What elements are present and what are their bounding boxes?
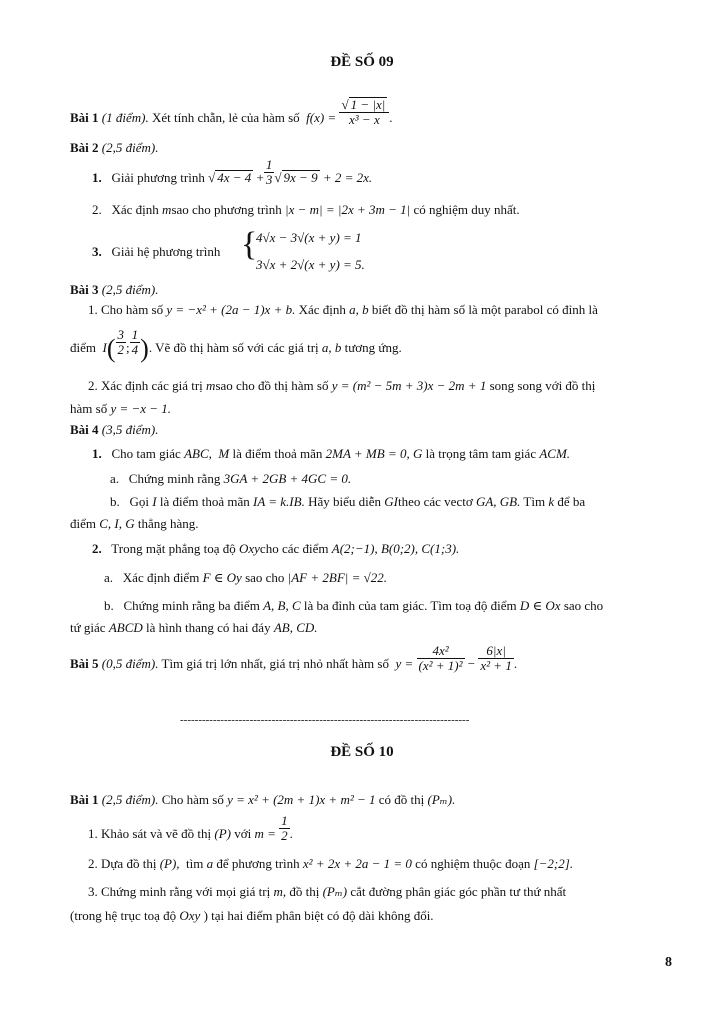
item-number: 2. — [92, 541, 102, 556]
math-triangle: ACM. — [539, 446, 571, 461]
item-text: Cho tam giác — [111, 446, 181, 461]
math-point: I — [152, 494, 157, 509]
math-op: − — [467, 656, 476, 671]
problem-points: (2,5 điểm). — [101, 140, 159, 155]
math-vectors: GA, GB. — [475, 494, 521, 509]
item-text: cho các điểm — [259, 541, 329, 556]
math-point: G — [412, 446, 423, 461]
problem-text: có đồ thị — [378, 792, 425, 807]
item-text: là hình thang có hai đáy — [146, 620, 271, 635]
math-function: y = −x² + (2a − 1)x + b. — [166, 302, 296, 317]
item-number: 1. — [92, 446, 102, 461]
item-text: là trọng tâm tam giác — [425, 446, 537, 461]
item-text: Chứng minh rằng — [128, 471, 221, 486]
math-function: y = −x − 1. — [110, 401, 172, 416]
math-triangle: ABC, — [184, 446, 212, 461]
exam10-p1-q3-line2 — [70, 908, 434, 924]
math-vector-eq: IA = k.IB. — [252, 494, 305, 509]
math-vector-eq: |AF + 2BF| = √22. — [287, 570, 388, 585]
exam09-problem-4 — [70, 422, 158, 438]
item-text: 2. Dựa đồ thị — [88, 856, 157, 871]
math-vars: a, b — [349, 302, 369, 317]
math-points: C, I, G — [99, 516, 135, 531]
item-text: để phương trình — [216, 856, 300, 871]
exam09-p2-q2 — [92, 202, 520, 218]
problem-label: Bài 4 — [70, 422, 99, 437]
item-text: thẳng hàng. — [137, 516, 199, 531]
math-point: D ∈ Ox — [519, 598, 561, 613]
item-text: có nghiệm thuộc đoạn — [415, 856, 531, 871]
problem-points: (2,5 điểm). — [101, 792, 159, 807]
problem-points: (1 điểm). — [101, 110, 149, 125]
problem-points: (0,5 điểm). — [101, 656, 159, 671]
item-text: 1. Khảo sát và vẽ đồ thị — [88, 826, 212, 841]
problem-text: Xét tính chẵn, lẻ của hàm số — [151, 110, 300, 125]
fraction-denominator: x³ − x — [349, 112, 380, 128]
problem-text: Tìm giá trị lớn nhất, giá trị nhỏ nhất hàm số — [161, 656, 389, 671]
math-points: A(2;−1), B(0;2), C(1;3). — [331, 541, 460, 556]
math-function: y = x² + (2m + 1)x + m² − 1 — [227, 792, 376, 807]
item-text: là ba đỉnh của tam giác. Tìm toạ độ điểm — [303, 598, 517, 613]
item-text: Giải phương trình — [111, 170, 205, 185]
item-text: . Vẽ đồ thị hàm số với các giá trị — [148, 340, 319, 355]
item-text: sao cho — [245, 570, 285, 585]
exam09-p4-q2a — [104, 570, 387, 586]
problem-label: Bài 3 — [70, 282, 99, 297]
math-point: F ∈ Oy — [202, 570, 242, 585]
exam10-p1-q2 — [88, 856, 573, 872]
problem-points: (3,5 điểm). — [101, 422, 159, 437]
math-coord-system: Oxy — [179, 908, 201, 923]
math-fraction: $\frac{1}{2}$ — [281, 812, 288, 843]
item-text: Giải hệ phương trình — [111, 244, 221, 259]
exam09-p4-q2b-line2 — [70, 620, 318, 636]
problem-label: Bài 1 — [70, 792, 99, 807]
math-radical-a: 4x − 4 — [217, 170, 252, 185]
item-text: Gọi — [129, 494, 149, 509]
item-text: biết đồ thị hàm số là một parabol có đỉnh là — [371, 302, 598, 317]
item-text: Xác định — [298, 302, 346, 317]
item-number: 1. — [92, 170, 102, 185]
exam09-problem-5 — [70, 642, 518, 673]
exam09-p3-q2-line2 — [70, 401, 171, 417]
item-number: a. — [110, 471, 120, 486]
item-text: Tìm — [523, 494, 546, 509]
item-text: sao cho phương trình — [171, 202, 282, 217]
page-number: 8 — [665, 955, 672, 970]
math-var: k — [548, 494, 555, 509]
item-text: 2. Xác định các giá trị — [88, 378, 203, 393]
exam10-problem-1 — [70, 792, 455, 808]
exam09-p3-q1-line1 — [88, 302, 598, 318]
punct: . — [389, 110, 393, 125]
item-text: với — [234, 826, 252, 841]
math-var: m — [162, 202, 172, 217]
math-fraction-2: $\frac{6|x|}{\text{x² + 1}}$ — [480, 642, 512, 673]
system-eq-2: 3√x + 2√(x + y) = 5. — [256, 257, 365, 272]
problem-label: Bài 2 — [70, 140, 99, 155]
item-text: Xác định điểm — [122, 570, 200, 585]
item-text: Hãy biểu diễn — [308, 494, 382, 509]
exam09-p2-q1: 1. Giải phương trình √ 4x − 4 + $\frac{1}{3}$ √ 9x − 9 + 2 = 2x. — [92, 156, 373, 187]
math-coord-system: Oxy — [238, 541, 260, 556]
math-quadrilateral: ABCD — [108, 620, 143, 635]
exam09-p4-q1b — [110, 494, 585, 510]
math-sides: AB, CD. — [273, 620, 318, 635]
math-graph: (P), — [159, 856, 180, 871]
item-text: Trong mặt phẳng toạ độ — [111, 541, 236, 556]
item-text: ) tại hai điểm phân biệt có độ dài không đổi. — [203, 908, 434, 923]
item-text: điểm — [70, 516, 96, 531]
problem-text: Cho hàm số — [161, 792, 224, 807]
item-text: là điểm thoả mãn — [232, 446, 323, 461]
math-point: M — [218, 446, 230, 461]
exam-10-title: ĐỀ SỐ 10 — [330, 744, 394, 760]
problem-points: (2,5 điểm). — [101, 282, 159, 297]
math-vars: a, b — [321, 340, 342, 355]
exam-09-title: ĐỀ SỐ 09 — [330, 54, 394, 70]
math-graph: (Pₘ). — [427, 792, 456, 807]
item-text: sao cho — [563, 598, 604, 613]
item-text: có nghiệm duy nhất. — [413, 202, 520, 217]
math-var: m, — [273, 884, 287, 899]
math-vector-eq: 2MA + MB = 0, — [325, 446, 410, 461]
math-tail: + 2 = 2x. — [322, 170, 373, 185]
punct: . — [289, 826, 293, 841]
item-number: 3. — [92, 244, 102, 259]
punct: . — [513, 656, 518, 671]
item-text: Chứng minh rằng ba điểm — [123, 598, 260, 613]
item-text: Xác định — [111, 202, 159, 217]
exam09-p3-q2-line1 — [88, 378, 595, 394]
math-vector-eq: 3GA + 2GB + 4GC = 0. — [223, 471, 352, 486]
math-var: m = — [254, 826, 276, 841]
item-text: tương ứng. — [344, 340, 402, 355]
fraction-numerator: √ 1 − |x| — [339, 97, 389, 113]
item-text: sao cho đồ thị hàm số — [215, 378, 329, 393]
item-text: đồ thị — [289, 884, 320, 899]
item-number: b. — [110, 494, 120, 509]
math-radical-b: 9x − 9 — [283, 170, 318, 185]
exam09-p4-q1a — [110, 471, 351, 487]
exam09-problem-1 — [70, 97, 393, 128]
item-text: điểm — [70, 340, 96, 355]
item-text: song song với đồ thị — [489, 378, 596, 393]
math-fraction: $\frac{1}{3}$ — [265, 156, 273, 187]
exam09-p4-q1 — [92, 446, 570, 462]
math-point: I — [102, 340, 107, 355]
exam09-problem-2 — [70, 140, 158, 156]
system-eq-1: 4√x − 3√(x + y) = 1 — [256, 230, 362, 245]
section-separator: ------------------------------------------------------------------------------- — [180, 714, 470, 726]
item-text: tứ giác — [70, 620, 106, 635]
problem-label: Bài 5 — [70, 656, 99, 671]
item-text: là điểm thoả mãn — [159, 494, 250, 509]
problem-label: Bài 1 — [70, 110, 99, 125]
math-equation: |x − m| = |2x + 3m − 1| — [285, 202, 411, 217]
item-text: để ba — [557, 494, 586, 509]
item-text: 1. Cho hàm số — [88, 302, 164, 317]
item-number: b. — [104, 598, 114, 613]
math-fraction-1: $\frac{3}{2}$ — [117, 326, 125, 357]
exam09-p4-q2 — [92, 541, 459, 557]
math-graph: (P) — [214, 826, 231, 841]
function-lhs: f(x) = — [306, 110, 337, 125]
math-var: a — [206, 856, 214, 871]
math-interval: [−2;2]. — [533, 856, 574, 871]
math-graph: (Pₘ) — [322, 884, 348, 899]
item-text: 3. Chứng minh rằng với mọi giá trị — [88, 884, 271, 899]
math-var: m — [206, 378, 216, 393]
item-text: cắt đường phân giác góc phần tư thứ nhất — [350, 884, 567, 899]
math-equation: x² + 2x + 2a − 1 = 0 — [302, 856, 412, 871]
math-lhs: y = — [395, 656, 414, 671]
exam09-p4-q1b-line2 — [70, 516, 199, 532]
item-text: theo các vectơ — [397, 494, 473, 509]
item-text: tìm — [186, 856, 204, 871]
math-vector: GI — [384, 494, 398, 509]
item-number: a. — [104, 570, 114, 585]
system-brace: { — [241, 226, 258, 263]
math-points: A, B, C — [263, 598, 301, 613]
exam09-problem-3 — [70, 282, 158, 298]
math-fraction-2: $\frac{1}{4}$ — [131, 326, 139, 357]
exam10-p1-q3 — [88, 884, 566, 900]
item-text: hàm số — [70, 401, 108, 416]
exam09-p2-q3 — [92, 244, 220, 260]
exam10-p1-q1 — [88, 812, 293, 843]
function-fraction — [339, 97, 389, 127]
math-fraction-1: $\frac{\text{4x²}}{\text{(x² + 1)²}}$ — [418, 642, 463, 673]
exam09-p3-q1-line2: điểm I( $\frac{3}{2}$ ; $\frac{1}{4}$ ). Vẽ đồ thị hàm số với các giá trị a, b tương ứng. — [70, 326, 402, 364]
item-number: 2. — [92, 202, 102, 217]
exam09-p4-q2b — [104, 598, 603, 614]
item-text: (trong hệ trục toạ độ — [70, 908, 177, 923]
math-function: y = (m² − 5m + 3)x − 2m + 1 — [331, 378, 487, 393]
